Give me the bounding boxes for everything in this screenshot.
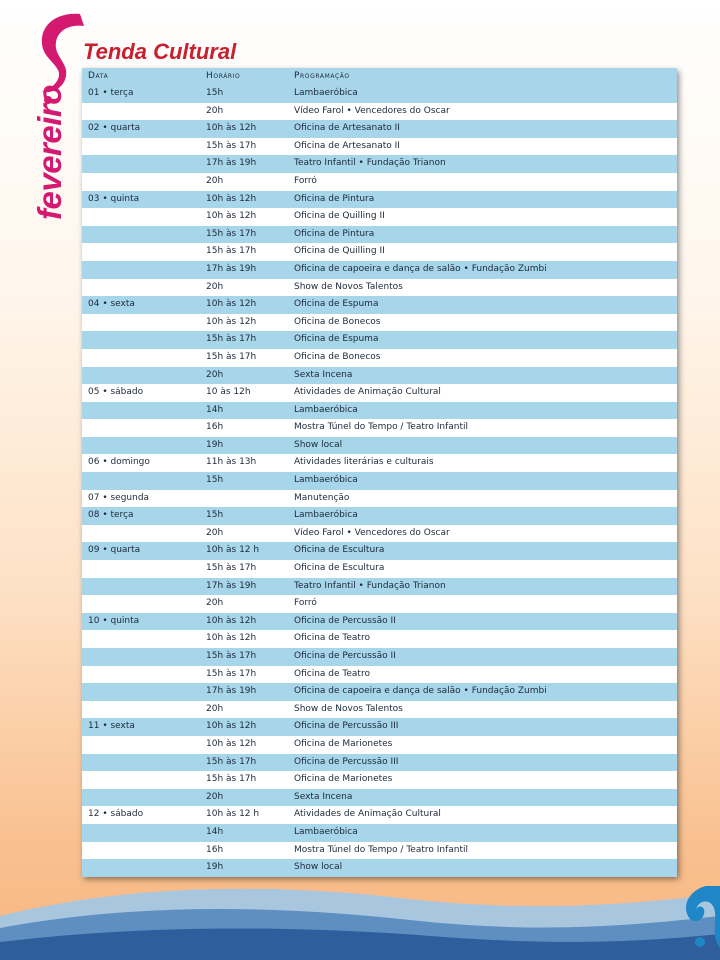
row-time: 15h [206,475,224,486]
table-row [82,419,677,437]
table-row [82,666,677,684]
row-program: Mostra Túnel do Tempo / Teatro Infantil [294,844,469,855]
table-row [82,701,677,719]
row-program: Vídeo Farol • Vencedores do Oscar [294,527,450,538]
table-row [82,718,677,736]
row-program: Show local [294,439,343,450]
table-row [82,173,677,191]
row-program: Oficina de Artesanato II [294,140,400,151]
header-date: Data [88,71,109,81]
row-program: Show de Novos Talentos [294,703,403,714]
row-time: 10h às 12h [206,633,257,644]
row-time: 15h às 17h [206,351,257,362]
row-time: 15h às 17h [206,756,257,767]
row-program: Lambaeróbica [294,404,358,415]
row-program: Forró [294,175,317,186]
row-program: Oficina de Percussão II [294,615,396,626]
row-program: Sexta Incena [294,791,353,802]
table-body [82,85,677,877]
schedule-table [82,68,677,876]
table-row [82,314,677,332]
page-title: Tenda Cultural [83,39,237,64]
table-row [82,595,677,613]
table-row [82,525,677,543]
row-time: 19h [206,862,224,873]
month-label: fevereiro [31,85,68,220]
table-row [82,472,677,490]
table-row [82,85,677,103]
row-time: 10h às 12h [206,316,257,327]
row-time: 16h [206,844,224,855]
row-time: 20h [206,369,224,380]
row-program: Sexta Incena [294,369,353,380]
row-program: Oficina de Pintura [294,193,375,204]
row-program: Oficina de Espuma [294,334,379,345]
table-row [82,578,677,596]
table-row [82,454,677,472]
header-program: Programação [294,71,350,81]
row-program: Oficina de Escultura [294,563,385,574]
table-header [82,68,677,85]
row-program: Oficina de Teatro [294,668,370,679]
row-date: 03 • quinta [88,193,140,204]
row-program: Oficina de capoeira e dança de salão • Fundação Zumbi [294,686,547,697]
row-date: 02 • quarta [88,123,141,134]
row-time: 15h às 17h [206,563,257,574]
row-time: 20h [206,598,224,609]
row-time: 15h às 17h [206,140,257,151]
row-time: 10h às 12h [206,721,257,732]
row-program: Oficina de Artesanato II [294,123,400,134]
row-date: 09 • quarta [88,545,141,556]
row-time: 20h [206,527,224,538]
table-row [82,542,677,560]
table-row [82,349,677,367]
row-time: 11h às 13h [206,457,257,468]
header-time: Horário [206,71,241,81]
table-row [82,842,677,860]
row-date: 11 • sexta [88,721,135,732]
table-row [82,683,677,701]
row-time: 20h [206,105,224,116]
row-time: 20h [206,175,224,186]
table-row [82,824,677,842]
row-program: Lambaeróbica [294,826,358,837]
table-row [82,279,677,297]
table-row [82,367,677,385]
table-row [82,754,677,772]
table-row [82,296,677,314]
table-row [82,331,677,349]
row-time: 15h às 17h [206,334,257,345]
row-program: Oficina de Marionetes [294,738,393,749]
table-row [82,806,677,824]
row-program: Forró [294,598,317,609]
row-time: 15h às 17h [206,651,257,661]
table-row [82,507,677,525]
row-time: 10 às 12h [206,387,251,398]
decorative-waves [0,876,720,960]
row-program: Oficina de Percussão III [294,721,399,732]
table-row [82,613,677,631]
row-time: 15h [206,88,224,98]
row-time: 19h [206,439,224,450]
row-time: 10h às 12h [206,738,257,749]
table-row [82,789,677,807]
row-time: 15h às 17h [206,774,257,785]
row-program: Oficina de Bonecos [294,351,381,362]
row-date: 07 • segunda [88,492,150,503]
table-row [82,490,677,508]
table-row [82,103,677,121]
row-time: 10h às 12h [206,193,257,204]
row-time: 16h [206,422,224,433]
row-program: Oficina de capoeira e dança de salão • Fundação Zumbi [294,263,547,274]
row-program: Mostra Túnel do Tempo / Teatro Infantil [294,422,469,433]
table-row [82,384,677,402]
row-program: Atividades literárias e culturais [294,457,434,468]
table-row [82,736,677,754]
table-row [82,648,677,666]
row-time: 15h [206,510,224,521]
row-date: 04 • sexta [88,299,135,310]
row-program: Lambaeróbica [294,510,358,521]
water-drop-icon [676,882,720,952]
row-program: Teatro Infantil • Fundação Trianon [294,580,446,591]
row-time: 17h às 19h [206,158,257,169]
row-program: Atividades de Animação Cultural [294,809,441,820]
row-program: Atividades de Animação Cultural [294,387,441,398]
row-date: 10 • quinta [88,615,140,626]
row-time: 10h às 12 h [206,545,260,556]
row-program: Oficina de Quilling II [294,211,385,222]
row-time: 10h às 12 h [206,809,260,820]
row-program: Lambaeróbica [294,475,358,486]
table-row [82,120,677,138]
row-program: Oficina de Teatro [294,633,370,644]
row-date: 06 • domingo [88,457,150,468]
table-row [82,138,677,156]
row-time: 14h [206,404,224,415]
row-time: 15h às 17h [206,668,257,679]
table-row [82,437,677,455]
table-row [82,226,677,244]
row-time: 14h [206,826,224,837]
row-program: Manutenção [294,492,350,503]
table-row [82,630,677,648]
table-row [82,560,677,578]
table-row [82,155,677,173]
row-program: Vídeo Farol • Vencedores do Oscar [294,105,450,116]
table-row [82,771,677,789]
table-row [82,243,677,261]
row-time: 10h às 12h [206,123,257,134]
row-program: Oficina de Percussão II [294,651,396,661]
row-program: Show de Novos Talentos [294,281,403,292]
row-time: 20h [206,281,224,292]
row-program: Oficina de Espuma [294,299,379,310]
row-program: Teatro Infantil • Fundação Trianon [294,158,446,169]
row-program: Show local [294,862,343,873]
table-row [82,859,677,877]
row-date: 01 • terça [88,88,134,98]
row-time: 17h às 19h [206,580,257,591]
row-program: Oficina de Quilling II [294,246,385,257]
row-program: Oficina de Escultura [294,545,385,556]
row-program: Oficina de Pintura [294,228,375,239]
row-time: 10h às 12h [206,211,257,222]
table-row [82,261,677,279]
row-time: 10h às 12h [206,299,257,310]
row-date: 05 • sábado [88,387,144,398]
table-row [82,402,677,420]
row-time: 20h [206,703,224,714]
row-date: 12 • sábado [88,809,144,820]
row-program: Oficina de Bonecos [294,316,381,327]
row-time: 10h às 12h [206,615,257,626]
row-program: Oficina de Percussão III [294,756,399,767]
row-time: 17h às 19h [206,263,257,274]
row-date: 08 • terça [88,510,134,521]
row-time: 20h [206,791,224,802]
table-row [82,191,677,209]
row-time: 15h às 17h [206,246,257,257]
row-time: 17h às 19h [206,686,257,697]
row-program: Lambaeróbica [294,88,358,98]
table-row [82,208,677,226]
row-time: 15h às 17h [206,228,257,239]
row-program: Oficina de Marionetes [294,774,393,785]
